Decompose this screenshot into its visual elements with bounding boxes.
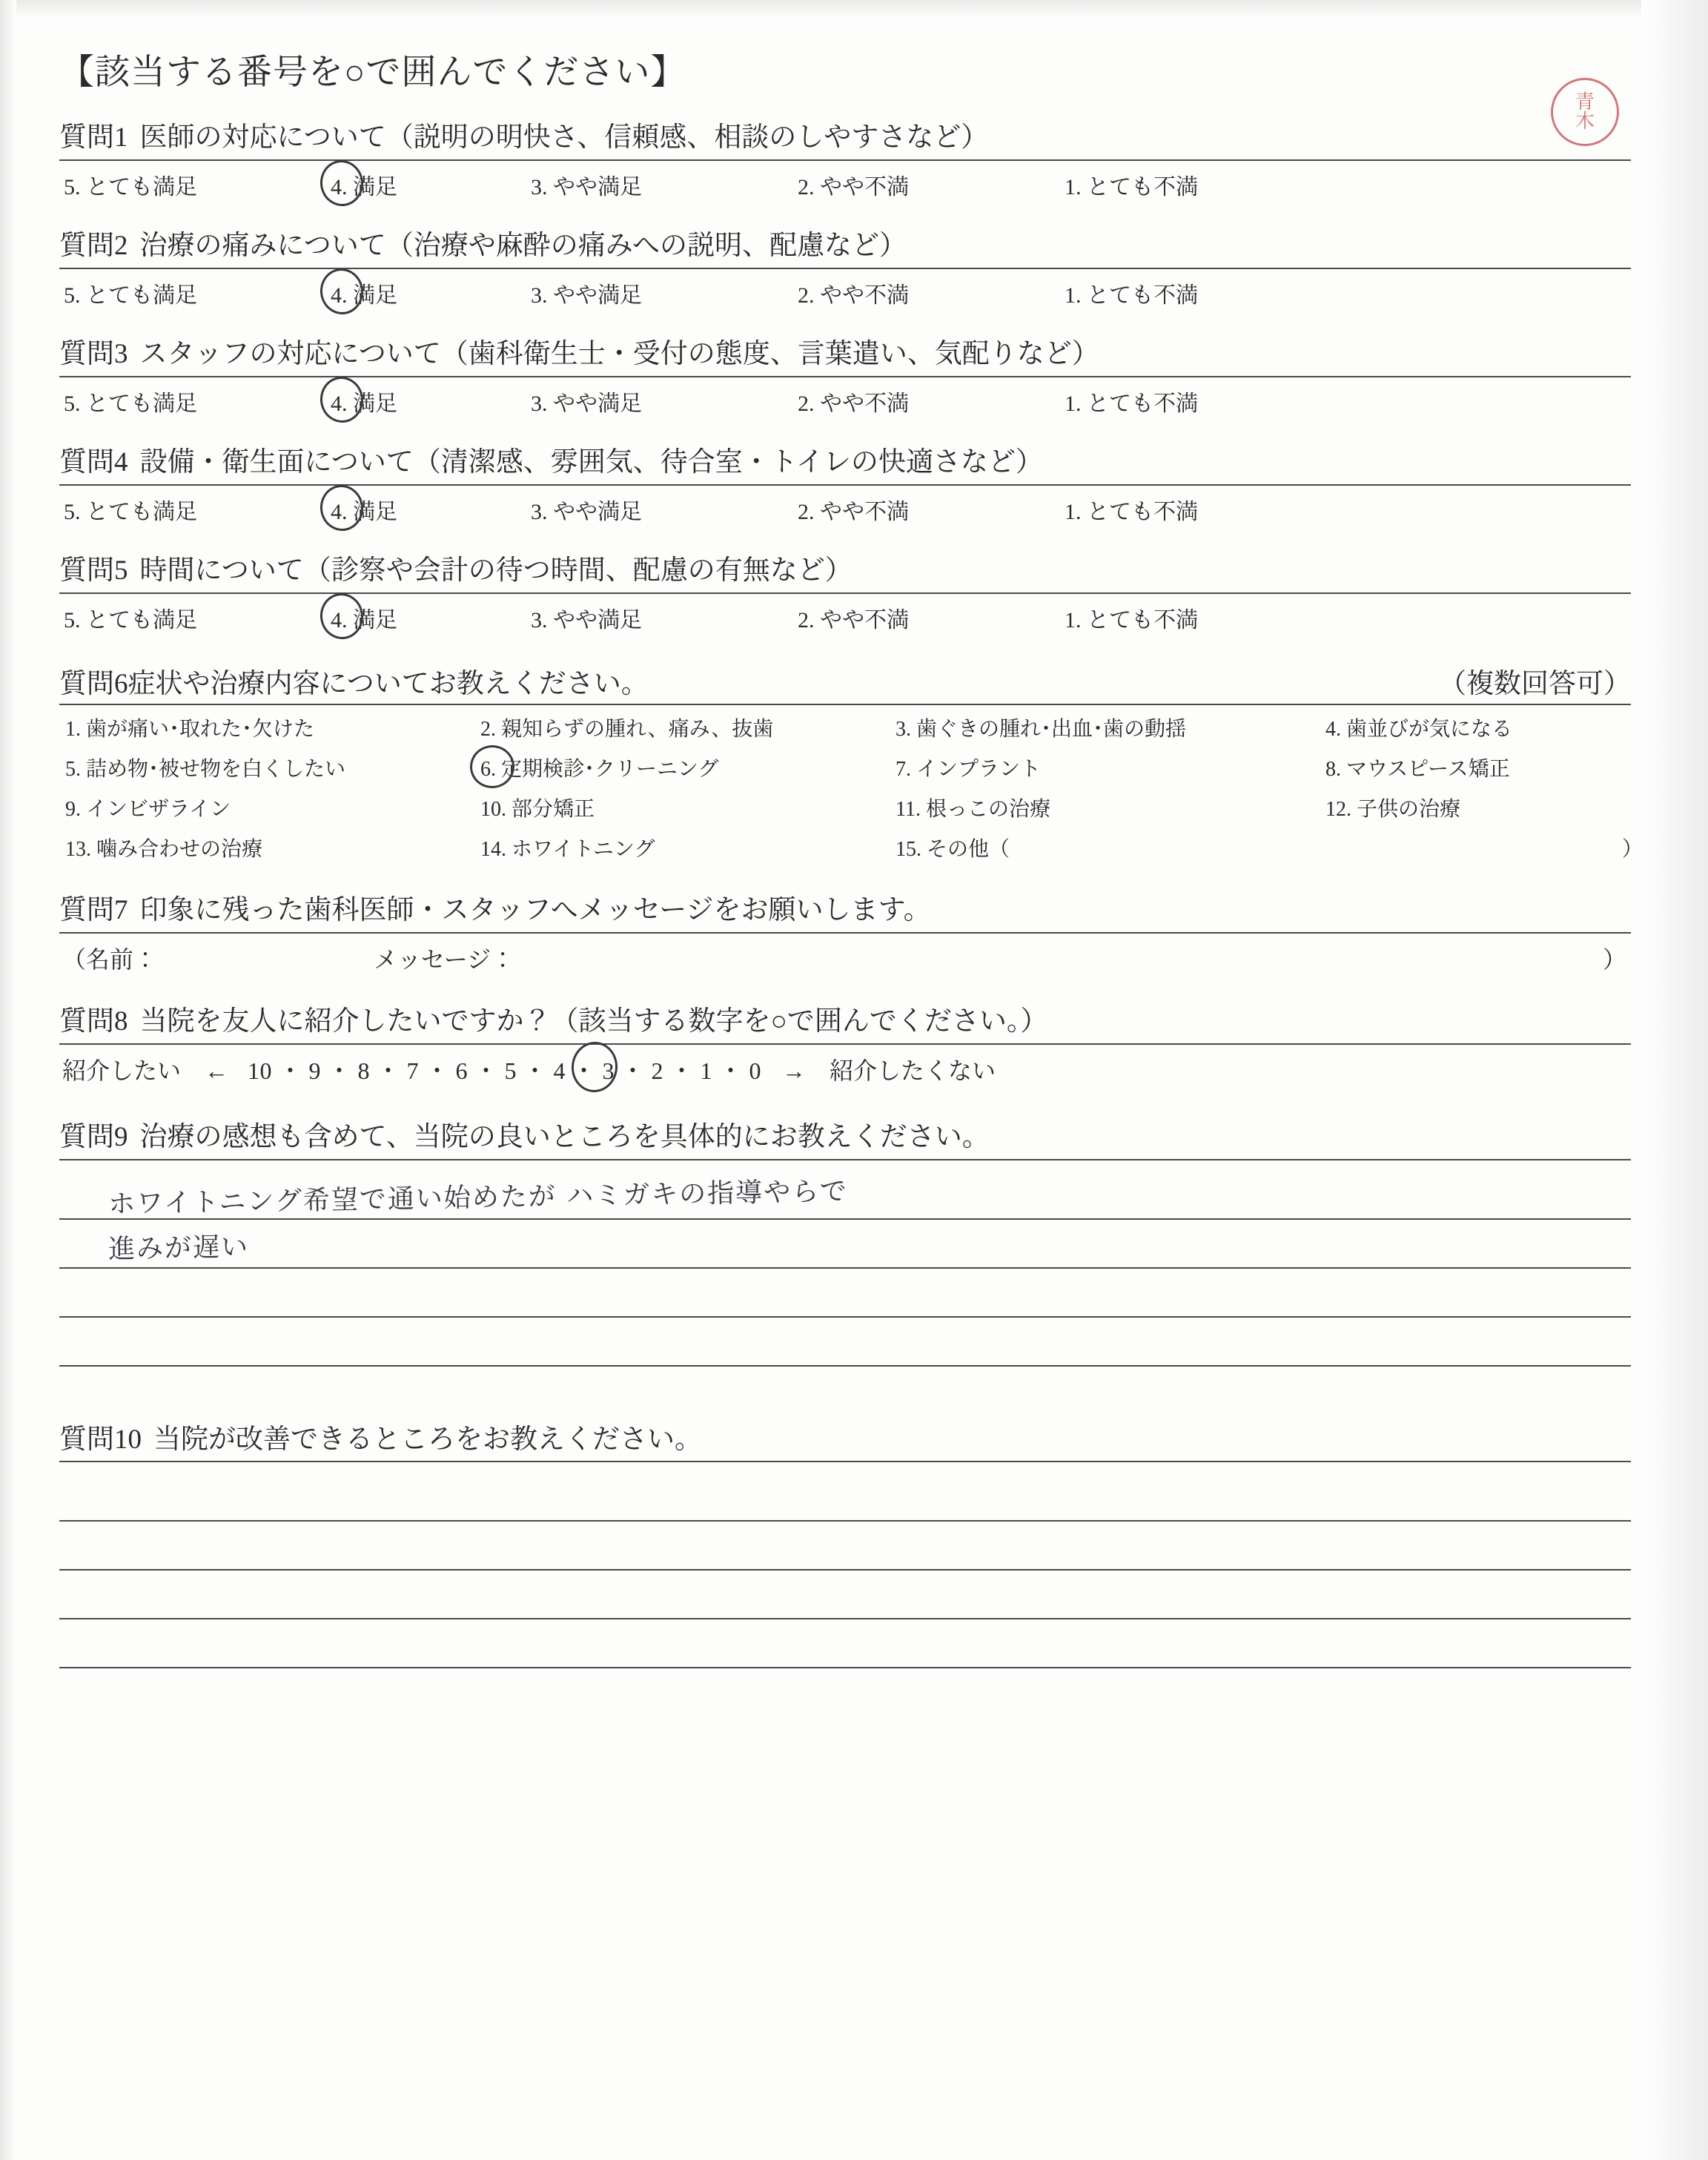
question-2-title xyxy=(59,228,1631,265)
question-block-10 xyxy=(59,1421,1631,1669)
question-5-title xyxy=(59,552,1631,589)
scale-option-4-label: 4. 満足 xyxy=(331,174,397,199)
question-block-4 xyxy=(59,444,1631,526)
scale-option-5[interactable]: 5. とても満足 xyxy=(64,499,197,524)
question-7-text: 印象に残った歯科医師・スタッフへメッセージをお願いします。 xyxy=(139,894,931,925)
question-5-rule xyxy=(59,592,1631,594)
question-9-number: 質問9 xyxy=(59,1121,128,1152)
scale-option-4-label: 4. 満足 xyxy=(331,283,397,308)
question-block-1 xyxy=(59,119,1631,201)
question-4-title xyxy=(59,444,1631,481)
q7-name-label: （名前： xyxy=(62,945,158,973)
answer-line[interactable] xyxy=(59,1269,1631,1318)
question-block-9 xyxy=(59,1119,1631,1367)
scale-option-2[interactable]: 2. やや不満 xyxy=(798,391,909,416)
seal-char-top: 青 xyxy=(1575,91,1595,113)
question-3-rule xyxy=(59,376,1631,377)
question-5-scale xyxy=(59,601,1631,634)
scale-option-2[interactable]: 2. やや不満 xyxy=(798,174,909,199)
q6-option-13[interactable]: 13. 噛み合わせの治療 xyxy=(65,837,263,861)
answer-line[interactable] xyxy=(59,1220,1631,1269)
question-1-scale xyxy=(59,168,1631,201)
question-2-text: 治療の痛みについて（治療や麻酔の痛みへの説明、配慮など） xyxy=(139,230,907,261)
question-2-number: 質問2 xyxy=(59,230,128,261)
question-8-scale xyxy=(59,1052,1631,1086)
question-8-rule xyxy=(59,1043,1631,1045)
q6-option-9[interactable]: 9. インビザライン xyxy=(65,797,231,821)
q6-option-15[interactable] xyxy=(896,833,1644,862)
question-8-number: 質問8 xyxy=(59,1005,128,1037)
question-10-title xyxy=(59,1421,1631,1459)
question-7-rule xyxy=(59,932,1631,934)
question-10-number: 質問10 xyxy=(59,1424,142,1455)
handwritten-answer: 進みが遅い xyxy=(107,1231,250,1265)
scale-option-4[interactable] xyxy=(331,601,531,634)
q6-option-5[interactable]: 5. 詰め物･被せ物を白くしたい xyxy=(65,757,346,781)
question-9-answer-area[interactable] xyxy=(59,1171,1631,1367)
scale-option-1[interactable]: 1. とても不満 xyxy=(1065,391,1198,416)
q6-option-14[interactable]: 14. ホワイトニング xyxy=(480,837,655,861)
survey-content xyxy=(59,44,1644,1683)
scale-option-4-label: 4. 満足 xyxy=(331,499,397,524)
scan-edge-left xyxy=(0,0,16,2160)
scan-edge-top xyxy=(0,0,1708,19)
scale-option-3[interactable]: 3. やや満足 xyxy=(531,174,642,199)
scale-option-4[interactable] xyxy=(331,385,531,417)
q6-option-7[interactable]: 7. インプラント xyxy=(896,757,1042,781)
page-title: 【該当する番号を○で囲んでください】 xyxy=(59,53,686,92)
scale-option-5[interactable]: 5. とても満足 xyxy=(64,391,197,416)
q7-message-field[interactable] xyxy=(374,941,1631,975)
question-block-3 xyxy=(59,336,1631,417)
question-block-2 xyxy=(59,228,1631,309)
handwritten-answer: ホワイトニング希望で通い始めたが ハミガキの指導やらで xyxy=(107,1175,849,1220)
question-6-number: 質問6 xyxy=(59,668,128,699)
scale-option-3[interactable]: 3. やや満足 xyxy=(531,283,642,308)
question-9-title xyxy=(59,1119,1631,1156)
question-1-number: 質問1 xyxy=(59,122,128,153)
scale-option-3[interactable]: 3. やや満足 xyxy=(531,391,642,416)
scale-option-3[interactable]: 3. やや満足 xyxy=(531,499,642,524)
q6-option-8[interactable]: 8. マウスピース矯正 xyxy=(1325,757,1510,781)
scale-option-4-label: 4. 満足 xyxy=(331,607,397,633)
q7-close-paren: ） xyxy=(1602,945,1626,973)
question-6-note: （複数回答可） xyxy=(1439,668,1631,699)
question-4-number: 質問4 xyxy=(59,446,128,478)
answer-line[interactable] xyxy=(59,1318,1631,1367)
question-9-text: 治療の感想も含めて、当院の良いところを具体的にお教えください。 xyxy=(139,1121,990,1152)
question-10-answer-area[interactable] xyxy=(59,1473,1631,1668)
question-5-number: 質問5 xyxy=(59,555,128,586)
q6-option-6[interactable] xyxy=(480,753,896,782)
q6-option-2[interactable]: 2. 親知らずの腫れ、痛み、抜歯 xyxy=(480,717,774,741)
scale-option-3[interactable]: 3. やや満足 xyxy=(531,607,642,633)
question-7-number: 質問7 xyxy=(59,894,128,925)
q6-option-11[interactable]: 11. 根っこの治療 xyxy=(896,797,1050,821)
answer-line[interactable] xyxy=(59,1619,1631,1668)
question-7-fields xyxy=(59,941,1631,975)
question-10-rule xyxy=(59,1461,1631,1462)
question-block-7 xyxy=(59,892,1631,975)
scale-option-5[interactable]: 5. とても満足 xyxy=(64,607,197,633)
scan-edge-right xyxy=(1641,0,1708,2160)
question-4-text: 設備・衛生面について（清潔感、雰囲気、待合室・トイレの快適さなど） xyxy=(139,446,1043,478)
question-3-scale xyxy=(59,385,1631,417)
question-4-scale xyxy=(59,493,1631,526)
scale-option-1[interactable]: 1. とても不満 xyxy=(1065,283,1198,308)
section-spacer xyxy=(59,1381,1631,1421)
nps-numbers[interactable] xyxy=(248,1052,761,1086)
q6-option-10[interactable]: 10. 部分矯正 xyxy=(480,797,595,821)
question-6-text: 症状や治療内容についてお教えください。 xyxy=(128,668,649,699)
q6-option-15-close: ） xyxy=(1622,837,1644,861)
scale-option-2[interactable]: 2. やや不満 xyxy=(798,283,909,308)
question-1-title xyxy=(59,119,1631,156)
q6-option-4[interactable]: 4. 歯並びが気になる xyxy=(1325,717,1513,741)
question-7-title xyxy=(59,892,1631,929)
question-1-rule xyxy=(59,159,1631,161)
question-6-rule xyxy=(59,704,1631,705)
question-5-text: 時間について（診察や会計の待つ時間、配慮の有無など） xyxy=(139,555,853,586)
answer-line[interactable] xyxy=(59,1171,1631,1220)
nps-right-label: → 紹介したくない xyxy=(782,1057,996,1084)
question-3-number: 質問3 xyxy=(59,338,128,369)
scale-option-1[interactable]: 1. とても不満 xyxy=(1065,607,1198,633)
question-8-text: 当院を友人に紹介したいですか？（該当する数字を○で囲んでください。） xyxy=(139,1005,1048,1037)
q7-name-field[interactable] xyxy=(62,941,374,975)
scale-option-4[interactable] xyxy=(331,493,531,526)
scale-option-4[interactable] xyxy=(331,277,531,309)
q6-option-12[interactable]: 12. 子供の治療 xyxy=(1325,797,1461,821)
q6-option-6-label: 6. 定期検診･クリーニング xyxy=(480,757,719,781)
scale-option-1[interactable]: 1. とても不満 xyxy=(1065,174,1198,199)
question-3-title xyxy=(59,336,1631,373)
question-1-text: 医師の対応について（説明の明快さ、信頼感、相談のしやすさなど） xyxy=(139,122,989,153)
question-4-rule xyxy=(59,484,1631,486)
q7-message-label: メッセージ： xyxy=(374,945,515,973)
answer-line[interactable] xyxy=(59,1522,1631,1571)
question-2-rule xyxy=(59,268,1631,269)
scale-option-5[interactable]: 5. とても満足 xyxy=(64,174,197,199)
nps-left-label: 紹介したい ← xyxy=(62,1057,229,1084)
q6-option-15-field[interactable] xyxy=(1325,833,1637,862)
question-6-title xyxy=(59,661,1631,701)
scale-option-4-label: 4. 満足 xyxy=(331,391,397,416)
question-block-6 xyxy=(59,661,1644,862)
question-6-options xyxy=(59,713,1644,862)
q6-option-1[interactable]: 1. 歯が痛い･取れた･欠けた xyxy=(65,717,315,741)
scale-option-5[interactable]: 5. とても満足 xyxy=(64,283,197,308)
question-10-text: 当院が改善できるところをお教えください。 xyxy=(153,1424,702,1455)
seal-char-bottom: 木 xyxy=(1575,110,1595,132)
scale-option-4[interactable] xyxy=(331,168,531,201)
question-3-text: スタッフの対応について（歯科衛生士・受付の態度、言葉遣い、気配りなど） xyxy=(139,338,1099,369)
q6-option-15-label: 15. その他（ xyxy=(896,837,1010,861)
answer-line[interactable] xyxy=(59,1473,1631,1522)
question-2-scale xyxy=(59,277,1631,309)
question-9-rule xyxy=(59,1159,1631,1160)
scale-option-1[interactable]: 1. とても不満 xyxy=(1065,499,1198,524)
scale-option-2[interactable]: 2. やや不満 xyxy=(798,499,909,524)
scale-option-2[interactable]: 2. やや不満 xyxy=(798,607,909,633)
question-6-heading xyxy=(59,661,649,701)
question-8-title xyxy=(59,1003,1631,1040)
question-block-5 xyxy=(59,552,1631,634)
nps-numbers-text: 10 ・ 9 ・ 8 ・ 7 ・ 6 ・ 5 ・ 4 ・ 3 ・ 2 ・ 1 ・ 0 xyxy=(248,1057,762,1084)
question-block-8 xyxy=(59,1003,1631,1086)
q6-option-3[interactable]: 3. 歯ぐきの腫れ･出血･歯の動揺 xyxy=(896,717,1187,741)
answer-line[interactable] xyxy=(59,1571,1631,1619)
